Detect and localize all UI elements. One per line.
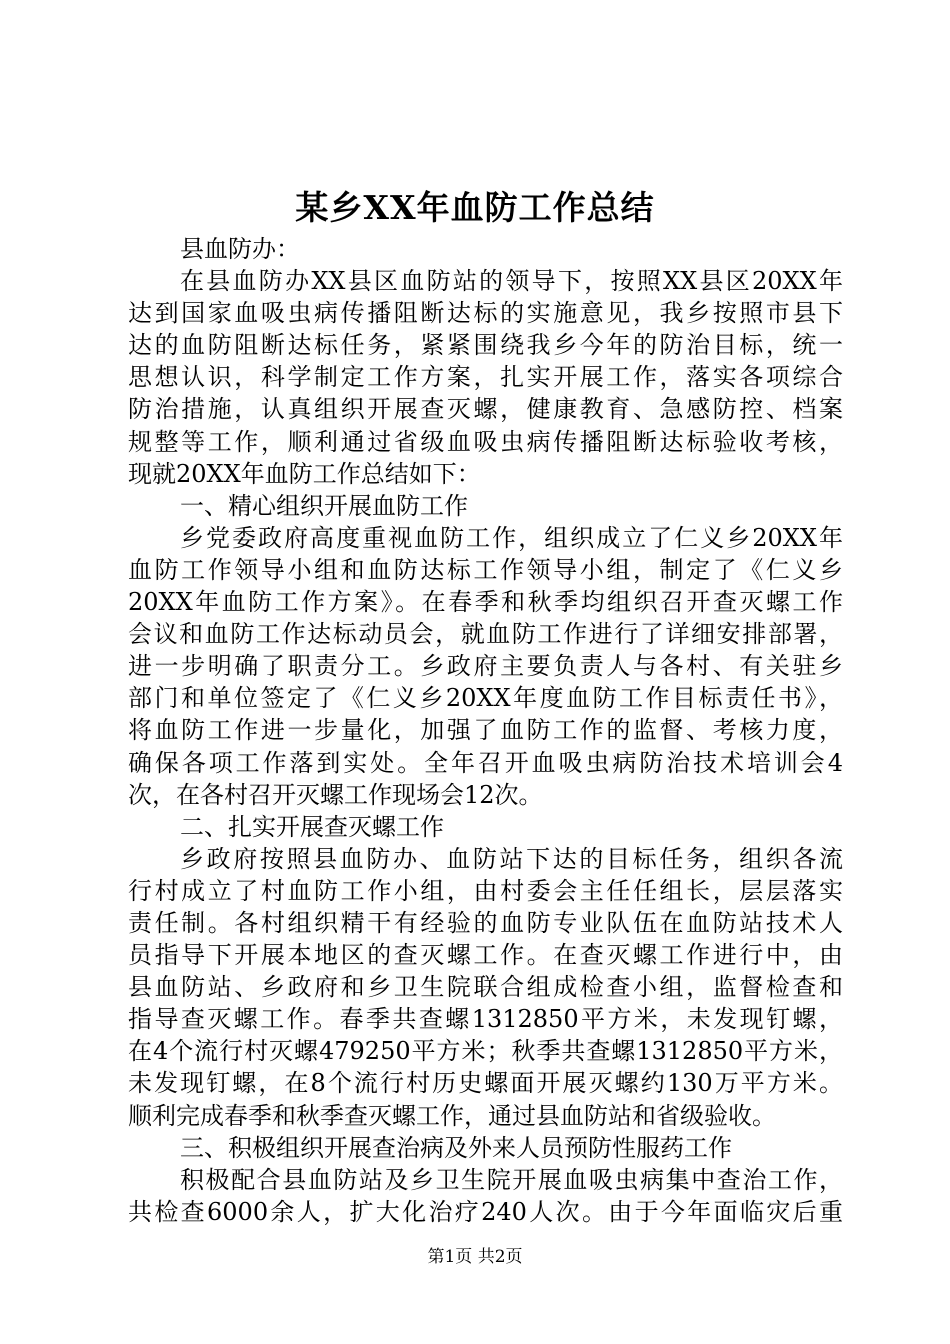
- body-line: 规整等工作，顺利通过省级血吸虫病传播阻断达标验收考核，: [128, 427, 843, 456]
- body-line: 责任制。各村组织精干有经验的血防专业队伍在血防站技术人: [128, 908, 843, 937]
- body-line: 在县血防办XX县区血防站的领导下，按照XX县区20XX年: [180, 267, 843, 296]
- body-line: 血防工作领导小组和血防达标工作领导小组，制定了《仁义乡: [128, 555, 843, 584]
- body-line: 员指导下开展本地区的查灭螺工作。在查灭螺工作进行中，由: [128, 941, 843, 970]
- body-line: 三、积极组织开展查治病及外来人员预防性服药工作: [180, 1133, 732, 1162]
- body-line: 部门和单位签定了《仁义乡20XX年度血防工作目标责任书》，: [128, 684, 843, 713]
- body-line: 思想认识，科学制定工作方案，扎实开展工作，落实各项综合: [128, 363, 843, 392]
- body-line: 进一步明确了职责分工。乡政府主要负责人与各村、有关驻乡: [128, 652, 843, 681]
- page-footer: 第1页 共2页: [427, 1247, 523, 1267]
- document-body: [128, 233, 843, 1228]
- body-line: 一、精心组织开展血防工作: [180, 491, 468, 520]
- body-line: 未发现钉螺，在8个流行村历史螺面开展灭螺约130万平方米。: [128, 1069, 843, 1098]
- body-line: 次，在各村召开灭螺工作现场会12次。: [128, 780, 543, 809]
- body-line: 二、扎实开展查灭螺工作: [180, 812, 444, 841]
- body-line: 将血防工作进一步量化，加强了血防工作的监督、考核力度，: [128, 716, 843, 745]
- body-line: 乡党委政府高度重视血防工作，组织成立了仁义乡20XX年: [180, 523, 843, 552]
- body-line: 会议和血防工作达标动员会，就血防工作进行了详细安排部署，: [128, 620, 843, 649]
- document-title: 某乡XX年血防工作总结: [295, 188, 655, 227]
- body-line: 顺利完成春季和秋季查灭螺工作，通过县血防站和省级验收。: [128, 1101, 776, 1130]
- body-line: 县血防办：: [180, 235, 300, 263]
- body-line: 现就20XX年血防工作总结如下：: [128, 459, 481, 488]
- body-line: 县血防站、乡政府和乡卫生院联合组成检查小组，监督检查和: [128, 973, 843, 1002]
- body-line: 共检查6000余人，扩大化治疗240人次。由于今年面临灾后重: [128, 1197, 843, 1226]
- body-line: 20XX年血防工作方案》。在春季和秋季均组织召开查灭螺工作: [128, 588, 843, 617]
- body-line: 防治措施，认真组织开展查灭螺，健康教育、急感防控、档案: [128, 395, 843, 424]
- body-line: 确保各项工作落到实处。全年召开血吸虫病防治技术培训会4: [128, 748, 843, 777]
- body-line: 积极配合县血防站及乡卫生院开展血吸虫病集中查治工作，: [180, 1165, 843, 1194]
- body-line: 达到国家血吸虫病传播阻断达标的实施意见，我乡按照市县下: [128, 299, 843, 328]
- body-line: 指导查灭螺工作。春季共查螺1312850平方米，未发现钉螺，: [128, 1005, 843, 1034]
- body-line: 在4个流行村灭螺479250平方米；秋季共查螺1312850平方米，: [128, 1037, 843, 1066]
- body-line: 乡政府按照县血防办、血防站下达的目标任务，组织各流: [180, 844, 843, 873]
- body-line: 达的血防阻断达标任务，紧紧围绕我乡今年的防治目标，统一: [128, 331, 843, 360]
- body-line: 行村成立了村血防工作小组，由村委会主任任组长，层层落实: [128, 876, 843, 905]
